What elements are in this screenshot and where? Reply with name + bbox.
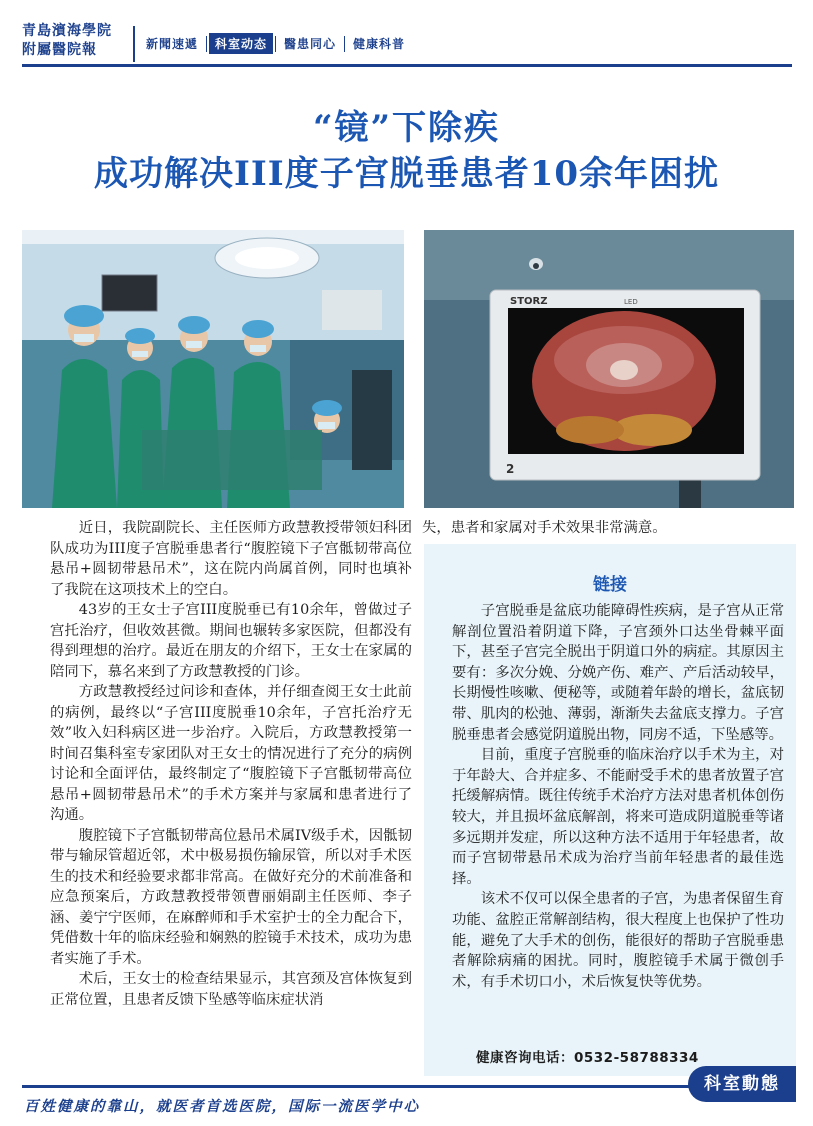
nav-item-doctor-patient[interactable]: 醫患同心 — [284, 37, 337, 51]
monitor-illustration — [424, 230, 794, 508]
operating-room-illustration — [22, 230, 404, 508]
nav-item-health[interactable]: 健康科普 — [353, 37, 406, 51]
article-paragraph: 术后，王女士的检查结果显示，其宫颈及宫体恢复到正常位置，且患者反馈下坠感等临床症状消 — [50, 971, 412, 1008]
link-paragraph: 子宫脱垂是盆底功能障碍性疾病，是子宫从正常解剖位置沿着阴道下降，子宫颈外口达坐骨棘平面下，甚至子宫完全脱出于阴道口外的病症。其原因主要有：多次分娩、分娩产伤、难产、产后活动较早，长期慢性咳嗽、便秘等，或随着年龄的增长，盆底韧带、肌肉的松弛、薄弱，渐渐失去盆底支撑力。子宫脱垂患者会感觉阴道脱出物，同房不适，下坠感等。 — [452, 603, 784, 743]
article-paragraph: 方政慧教授经过问诊和查体，并仔细查阅王女士此前的病例，最终以“子宫III度脱垂10余年，子宫托治疗无效”收入妇科病区进一步治疗。入院后，方政慧教授第一时间召集科室专家团队对王女士的情况进行了充分的病例讨论和全面评估，最终制定了“腹腔镜下子宫骶韧带高位悬吊+圆韧带悬吊术”的手术方案并与家属和患者进行了沟通。 — [50, 684, 412, 823]
nav-item-news[interactable]: 新聞速遞 — [146, 37, 199, 51]
laparoscope-monitor-photo — [424, 230, 794, 508]
link-paragraph: 目前，重度子宫脱垂的临床治疗以手术为主，对于年龄大、合并症多、不能耐受手术的患者放置子宫托缓解病情。既往传统手术治疗方法对患者机体创伤较大，并且损坏盆底解剖，将来可造成阴道脱垂等诸多远期并发症，所以这种方法不适用于年轻患者，故而子宫韧带悬吊术成为治疗当前年轻患者的最佳选择。 — [452, 747, 784, 887]
article-paragraph: 近日，我院副院长、主任医师方政慧教授带领妇科团队成功为III度子宫脱垂患者行“腹腔镜下子宫骶韧带高位悬吊+圆韧带悬吊术”，这在院内尚属首例，同时也填补了我院在这项技术上的空白。 — [50, 520, 412, 598]
article-left-column — [50, 518, 412, 1010]
nav-separator — [206, 36, 207, 52]
nav-item-department[interactable]: 科室动态 — [209, 33, 273, 54]
monitor-label: LED — [624, 298, 638, 306]
masthead-line1: 青島濱海學院 — [22, 23, 112, 39]
consult-phone: 健康咨询电话：0532-58788334 — [476, 1050, 699, 1066]
section-nav — [140, 33, 411, 54]
link-heading: 链接 — [593, 575, 627, 595]
footer-slogan: 百姓健康的靠山，就医者首选医院，国际一流医学中心 — [24, 1098, 420, 1115]
monitor-channel: 2 — [506, 462, 515, 476]
masthead-logo — [22, 22, 134, 60]
monitor-brand: STORZ — [510, 296, 548, 307]
nav-separator — [275, 36, 276, 52]
link-paragraph: 该术不仅可以保全患者的子宫，为患者保留生育功能、盆腔正常解剖结构，很大程度上也保护了性功能，避免了大手术的创伤，能很好的帮助子宫脱垂患者解除病痛的困扰。同时，腹腔镜手术属于微创手术，有手术切口小，术后恢复快等优势。 — [452, 891, 784, 990]
header-rule — [22, 64, 792, 67]
surgery-team-photo — [22, 230, 404, 508]
footer-section-badge: 科室動態 — [688, 1066, 796, 1102]
article-title-line1: “镜”下除疾 — [312, 108, 501, 148]
masthead-divider — [133, 26, 135, 62]
footer-rule — [22, 1085, 782, 1088]
article-paragraph: 43岁的王女士子宫III度脱垂已有10余年，曾做过子宫托治疗，但收效甚微。期间也辗转多家医院，但都没有得到理想的治疗。最近在朋友的介绍下，王女士在家属的陪同下，慕名来到了方政慧教授的门诊。 — [50, 602, 412, 680]
article-continuation: 失，患者和家属对手术效果非常满意。 — [422, 520, 667, 536]
article-title-line2: 成功解决III度子宫脱垂患者10余年困扰 — [93, 154, 720, 194]
masthead-line2: 附屬醫院報 — [22, 42, 97, 58]
nav-separator — [344, 36, 345, 52]
link-body — [452, 601, 784, 992]
article-paragraph: 腹腔镜下子宫骶韧带高位悬吊术属IV级手术，因骶韧带与输尿管超近邻，术中极易损伤输尿管，所以对手术医生的技术和经验要求都非常高。在做好充分的术前准备和应急预案后，方政慧教授带领曹丽娟副主任医师、李子涵、姜宁宁医师，在麻醉师和手术室护士的全力配合下，凭借数十年的临床经验和娴熟的腔镜手术技术，成功为患者实施了手术。 — [50, 827, 412, 967]
